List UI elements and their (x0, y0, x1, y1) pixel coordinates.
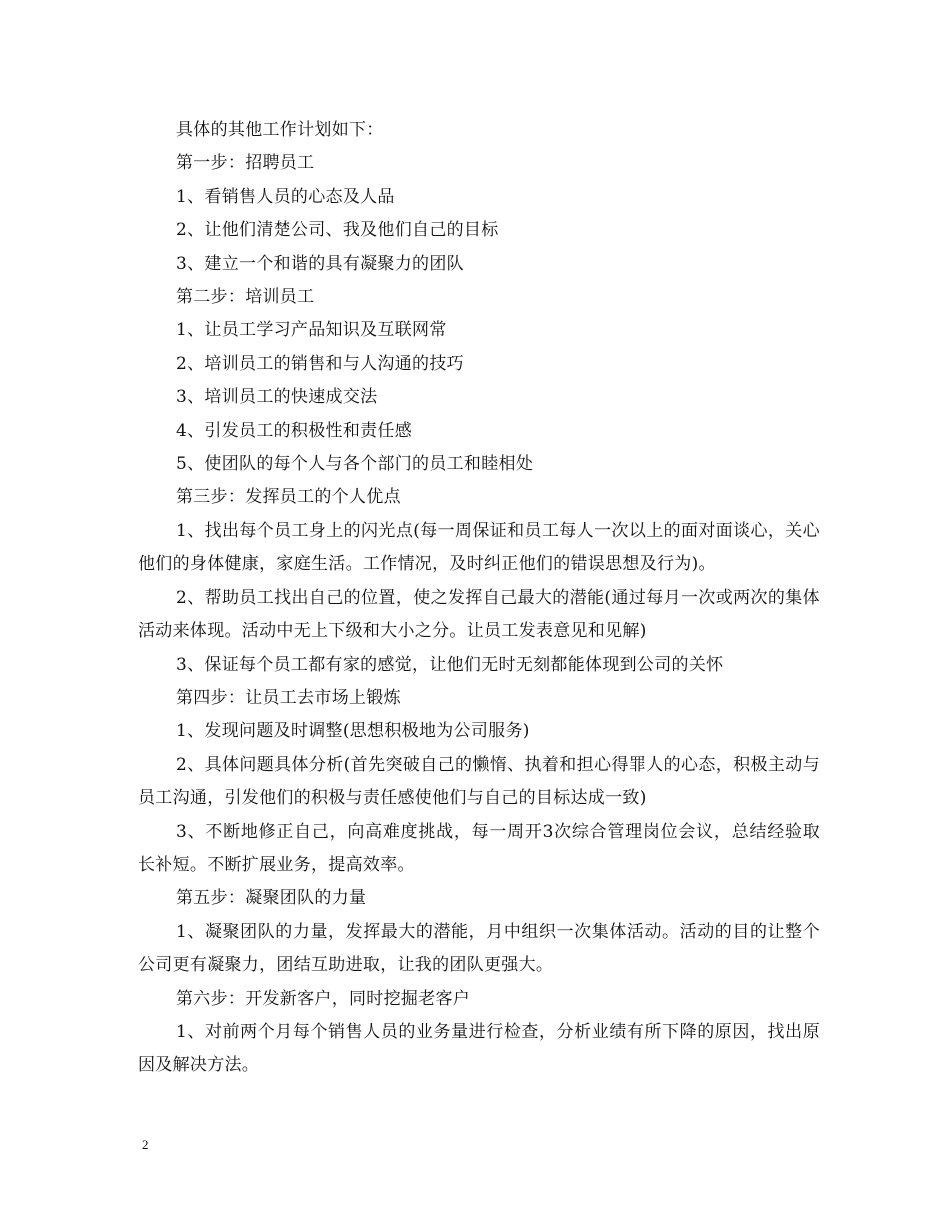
list-item: 2、培训员工的销售和与人沟通的技巧 (176, 353, 464, 374)
list-item: 2、帮助员工找出自己的位置，使之发挥自己最大的潜能(通过每月一次或两次的集体活动来体现。活动中无上下级和大小之分。让员工发表意见和见解) (138, 587, 820, 642)
list-item: 1、对前两个月每个销售人员的业务量进行检查，分析业绩有所下降的原因，找出原因及解决方法。 (138, 1021, 820, 1076)
list-item: 4、引发员工的积极性和责任感 (176, 420, 413, 441)
section-heading: 第六步：开发新客户，同时挖掘老客户 (176, 988, 471, 1009)
document-body (138, 114, 820, 1083)
list-item: 1、找出每个员工身上的闪光点(每一周保证和员工每人一次以上的面对面谈心，关心他们的身体健康，家庭生活。工作情况，及时纠正他们的错误思想及行为)。 (138, 520, 820, 575)
list-item: 5、使团队的每个人与各个部门的员工和睦相处 (176, 454, 534, 475)
list-item: 3、建立一个和谐的具有凝聚力的团队 (176, 253, 464, 274)
paragraph: 具体的其他工作计划如下： (176, 120, 384, 140)
section-heading: 第五步：凝聚团队的力量 (176, 888, 367, 909)
list-item: 1、看销售人员的心态及人品 (176, 186, 395, 207)
section-heading: 第四步：让员工去市场上锻炼 (176, 687, 401, 708)
list-item: 3、保证每个员工都有家的感觉，让他们无时无刻都能体现到公司的关怀 (176, 654, 724, 675)
list-item: 1、发现问题及时调整(思想积极地为公司服务) (176, 721, 530, 742)
list-item: 3、不断地修正自己，向高难度挑战，每一周开3次综合管理岗位会议，总结经验取长补短。不断扩展业务，提高效率。 (138, 821, 820, 875)
list-item: 1、凝聚团队的力量，发挥最大的潜能，月中组织一次集体活动。活动的目的让整个公司更有凝聚力，团结互助进取，让我的团队更强大。 (138, 921, 820, 976)
list-item: 3、培训员工的快速成交法 (176, 387, 378, 408)
section-heading: 第二步：培训员工 (176, 287, 315, 308)
list-item: 2、具体问题具体分析(首先突破自己的懒惰、执着和担心得罪人的心态，积极主动与员工沟通，引发他们的积极与责任感使他们与自己的目标达成一致) (138, 754, 820, 809)
list-item: 1、让员工学习产品知识及互联网常 (176, 320, 447, 341)
section-heading: 第三步：发挥员工的个人优点 (176, 487, 401, 508)
list-item: 2、让他们清楚公司、我及他们自己的目标 (176, 220, 499, 241)
page-number: 2 (142, 1137, 149, 1152)
section-heading: 第一步：招聘员工 (176, 153, 315, 174)
